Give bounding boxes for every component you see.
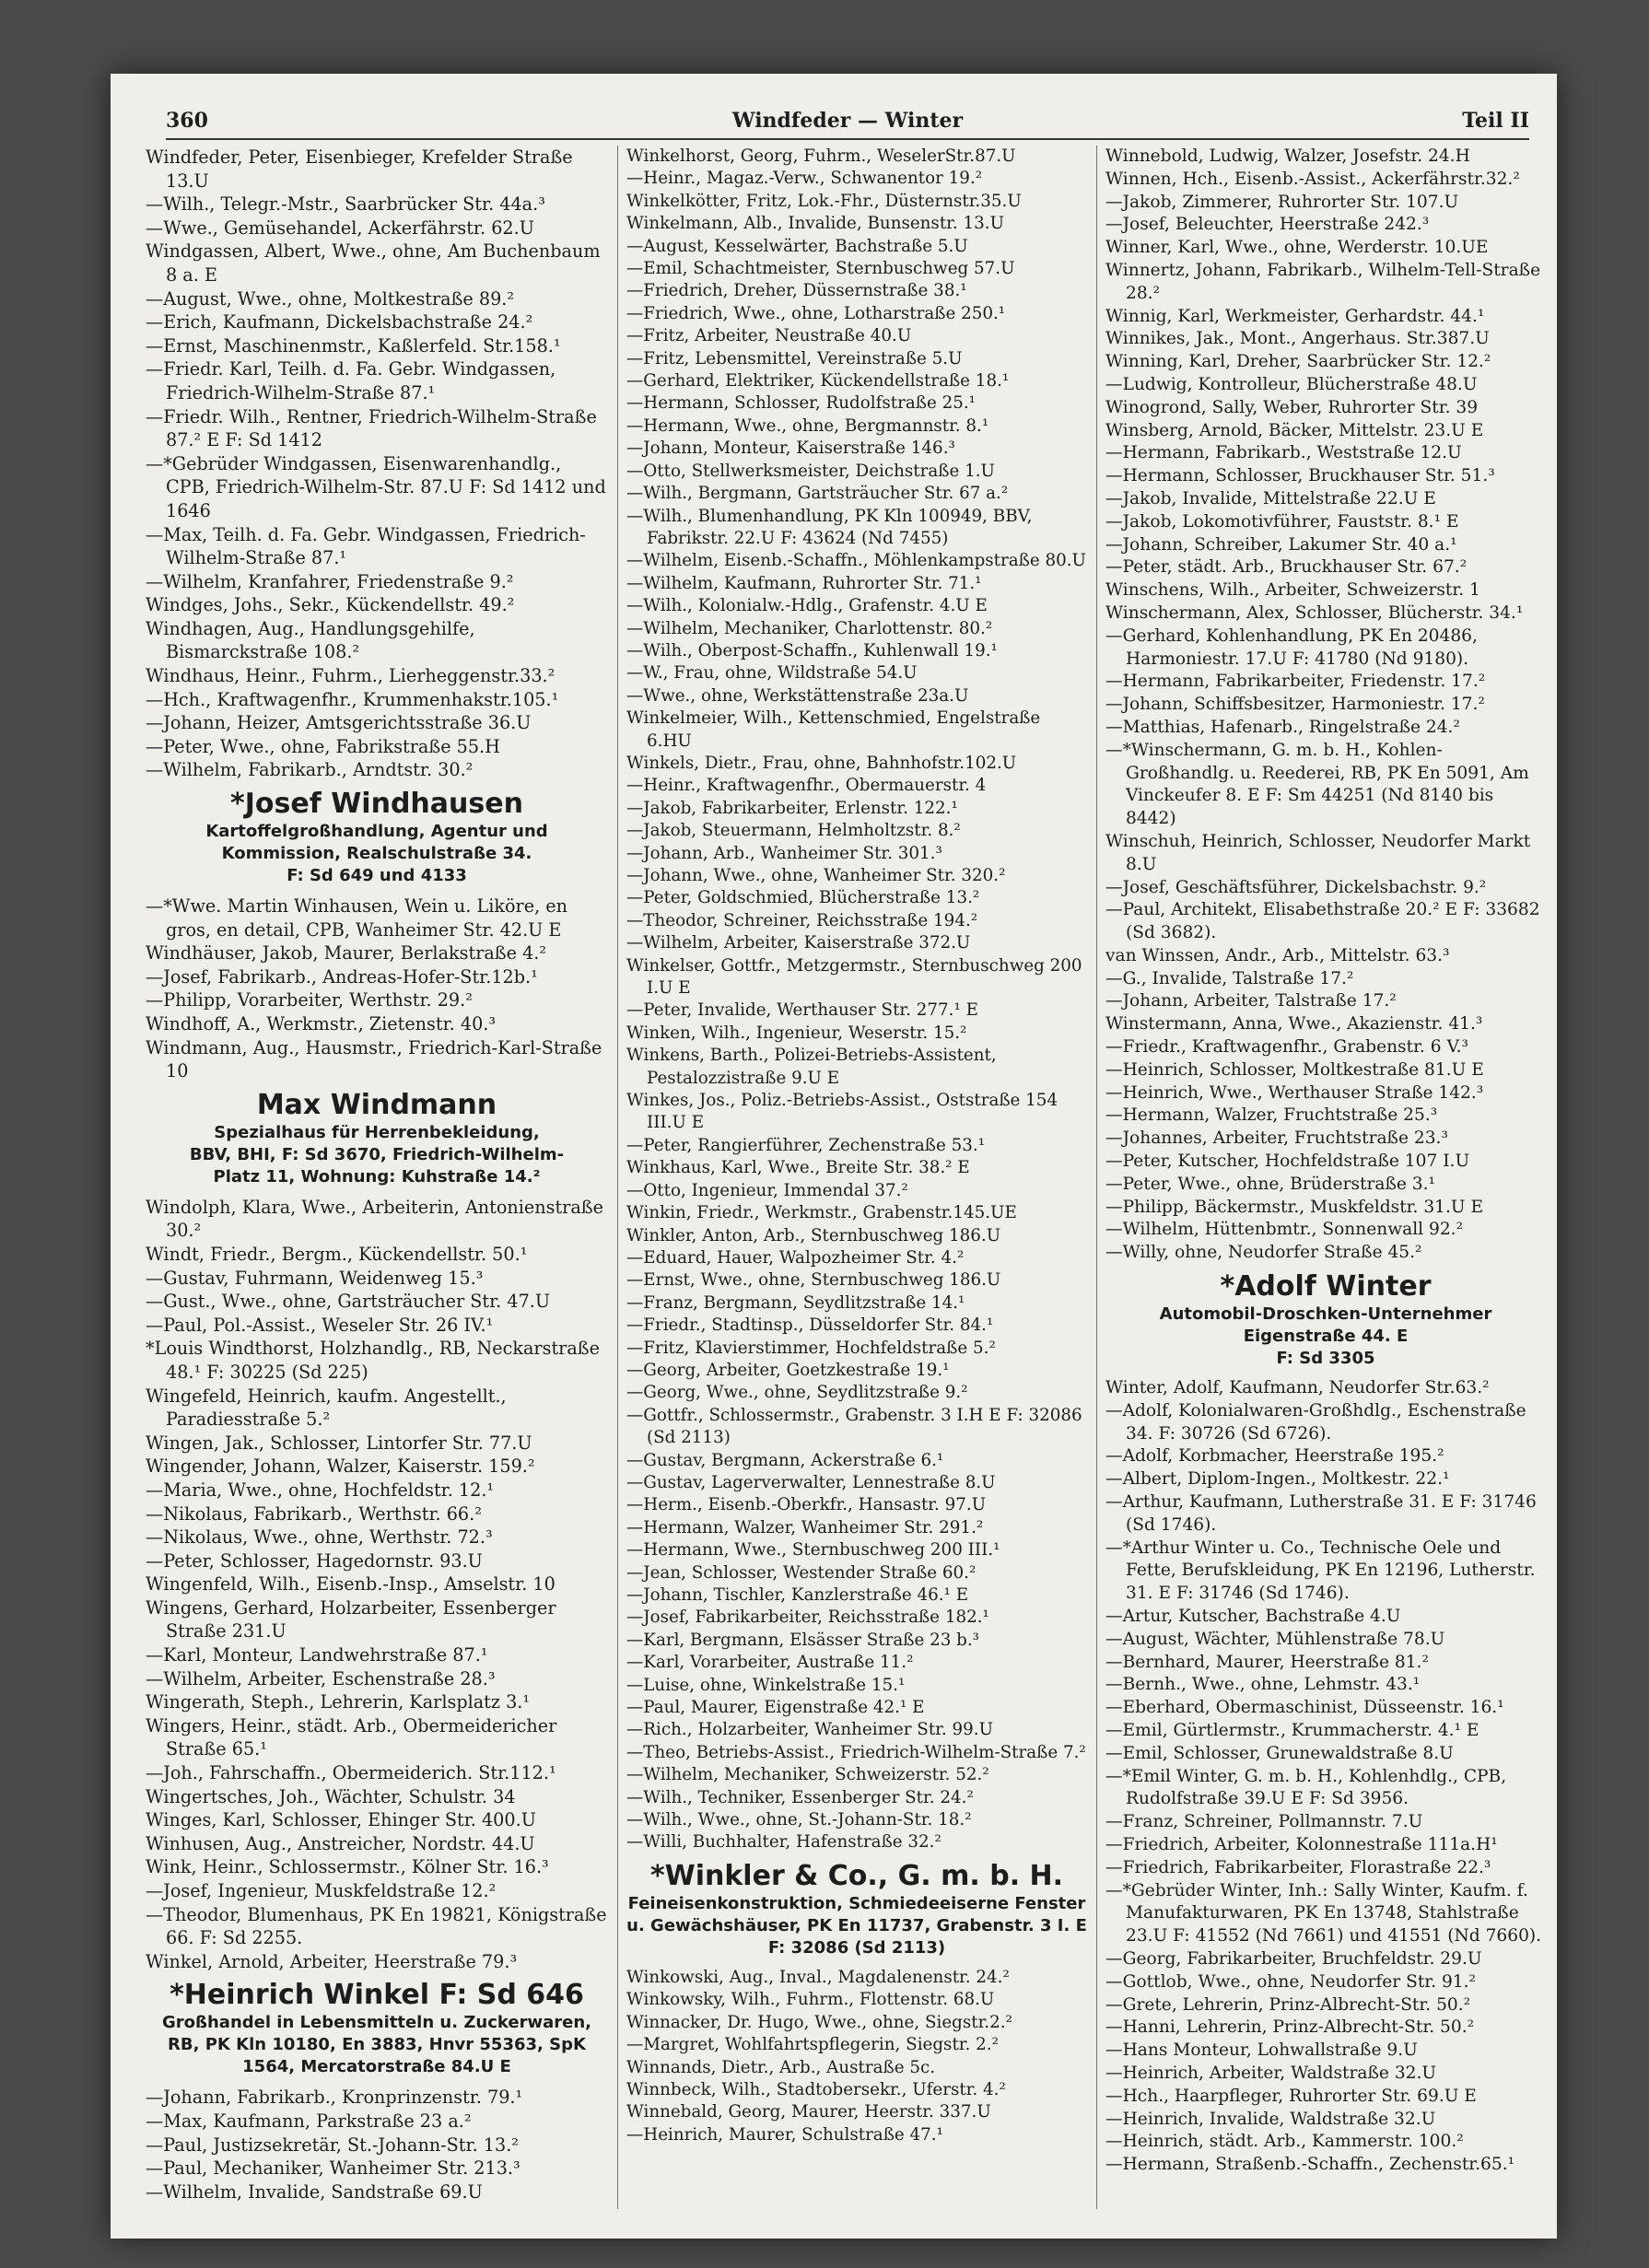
directory-entry: —Gerhard, Kohlenhandlung, PK En 20486, Harmoniestr. 17.U F: 41780 (Nd 9180). <box>1105 625 1478 669</box>
advertisement-name: *Adolf Winter <box>1220 1270 1432 1304</box>
directory-entry: —Wilh., Bergmann, Gartsträucher Str. 67 a.² <box>626 484 1009 504</box>
directory-entry: Winnertz, Johann, Fabrikarb., Wilhelm-Tell-Straße 28.² <box>1105 260 1541 303</box>
directory-entry: —Josef, Fabrikarbeiter, Reichsstraße 182.¹ <box>626 1607 989 1628</box>
directory-entry: Windolph, Klara, Wwe., Arbeiterin, Antonienstraße 30.² <box>146 1196 603 1242</box>
directory-entry: —Jakob, Zimmerer, Ruhrorter Str. 107.U <box>1105 192 1459 212</box>
directory-entry: Winnig, Karl, Werkmeister, Gerhardstr. 44.¹ <box>1105 306 1485 326</box>
directory-entry: —Philipp, Vorarbeiter, Werthstr. 29.² <box>146 989 473 1011</box>
directory-entry: —Adolf, Kolonialwaren-Großhdlg., Eschenstraße 34. F: 30726 (Sd 6726). <box>1105 1400 1526 1444</box>
directory-entry: —*Arthur Winter u. Co., Technische Oele und Fette, Berufskleidung, PK En 12196, Lutherstr. 31. E F: 31746 (Sd 1746). <box>1105 1537 1536 1604</box>
directory-entry: Wingertsches, Joh., Wächter, Schulstr. 34 <box>146 1785 516 1807</box>
directory-entry: Winstermann, Anna, Wwe., Akazienstr. 41.³ <box>1105 1014 1483 1035</box>
directory-entry: Winschens, Wilh., Arbeiter, Schweizerstr. 1 <box>1105 580 1480 601</box>
advertisement-text: Spezialhaus für Herrenbekleidung, <box>214 1122 540 1142</box>
page-number: 360 <box>166 109 208 133</box>
directory-entry: —Peter, städt. Arb., Bruckhauser Str. 67.² <box>1105 557 1468 578</box>
directory-entry: —Friedrich, Dreher, Düssernstraße 38.¹ <box>626 281 967 301</box>
directory-entry: Winkens, Barth., Polizei-Betriebs-Assistent, Pestalozzistraße 9.U E <box>626 1046 997 1088</box>
directory-entry: Winkin, Friedr., Werkmstr., Grabenstr.145.UE <box>626 1203 1017 1223</box>
directory-column-2 <box>626 146 1087 2209</box>
directory-entry: —Heinrich, Wwe., Werthauser Straße 142.³ <box>1105 1082 1484 1103</box>
directory-entry: —Gerhard, Elektriker, Kückendellstraße 18.¹ <box>626 371 1010 392</box>
directory-entry: —Friedr., Kraftwagenfhr., Grabenstr. 6 V.³ <box>1105 1037 1469 1058</box>
column-divider <box>617 146 618 2209</box>
directory-entry: Winner, Karl, Wwe., ohne, Werderstr. 10.UE <box>1105 238 1489 258</box>
directory-entry: —Emil, Gürtlermstr., Krummacherstr. 4.¹ E <box>1105 1721 1479 1740</box>
directory-entry: Winning, Karl, Dreher, Saarbrücker Str. 12.² <box>1105 352 1491 372</box>
directory-entry: Winnebold, Ludwig, Walzer, Josefstr. 24.H <box>1105 146 1470 166</box>
directory-entry: Wingenfeld, Wilh., Eisenb.-Insp., Amselstr. 10 <box>146 1573 556 1596</box>
directory-entry: Winhusen, Aug., Anstreicher, Nordstr. 44.U <box>146 1832 535 1854</box>
directory-entry: —Josef, Geschäftsführer, Dickelsbachstr. 9.² <box>1105 877 1487 897</box>
directory-entry: —Peter, Wwe., ohne, Brüderstraße 3.¹ <box>1105 1174 1435 1194</box>
directory-entry: —Peter, Goldschmied, Blücherstraße 13.² <box>626 888 980 908</box>
directory-entry: Winnbeck, Wilh., Stadtobersekr., Uferstr. 4.² <box>626 2079 1006 2099</box>
directory-entry: van Winssen, Andr., Arb., Mittelstr. 63.³ <box>1105 945 1450 965</box>
running-title: Windfeder — Winter <box>731 109 964 133</box>
directory-entry: —Gustav, Lagerverwalter, Lennestraße 8.U <box>626 1472 996 1492</box>
directory-entry: Winkhaus, Karl, Wwe., Breite Str. 38.² E <box>626 1158 970 1178</box>
column-divider <box>1096 146 1097 2209</box>
directory-entry: —Paul, Pol.-Assist., Weseler Str. 26 IV.¹ <box>146 1314 494 1336</box>
directory-entry: —W., Frau, ohne, Wildstraße 54.U <box>626 663 918 684</box>
advertisement-text: Platz 11, Wohnung: Kuhstraße 14.² <box>213 1166 541 1187</box>
directory-entry: Windmann, Aug., Hausmstr., Friedrich-Karl-Straße 10 <box>146 1036 602 1082</box>
directory-entry: —Jakob, Steuermann, Helmholtzstr. 8.² <box>626 821 961 841</box>
directory-entry: —Hch., Haarpfleger, Ruhrorter Str. 69.U E <box>1105 2086 1477 2106</box>
advertisement-block <box>146 1979 608 2078</box>
advertisement-text: Feineisenkonstruktion, Schmiedeeiserne Fenster u. Gewächshäuser, PK En 11737, Grabenstr. 3 I. E F: 32086 (Sd 2113) <box>626 1893 1087 1958</box>
directory-entry: —Wilh., Kolonialw.-Hdlg., Grafenstr. 4.U E <box>626 596 988 616</box>
directory-entry: —Wilhelm, Kaufmann, Ruhrorter Str. 71.¹ <box>626 573 982 593</box>
directory-entry: —Georg, Fabrikarbeiter, Bruchfeldstr. 29.U <box>1105 1948 1482 1969</box>
directory-entry: Winken, Wilh., Ingenieur, Weserstr. 15.² <box>626 1023 967 1043</box>
directory-entry: —Jakob, Fabrikarbeiter, Erlenstr. 122.¹ <box>626 798 958 818</box>
directory-entry: —Wilhelm, Kranfahrer, Friedenstraße 9.² <box>146 570 514 592</box>
advertisement-text: Kommission, Realschulstraße 34. <box>221 844 532 864</box>
directory-entry: —Friedrich, Fabrikarbeiter, Florastraße 22.³ <box>1105 1857 1491 1877</box>
advertisement-text: Kartoffelgroßhandlung, Agentur und <box>205 822 548 842</box>
directory-page <box>111 74 1557 2239</box>
directory-entry: —Ernst, Wwe., ohne, Sternbuschweg 186.U <box>626 1270 1001 1291</box>
directory-entry: Winschermann, Alex, Schlosser, Blücherstr. 34.¹ <box>1105 602 1524 623</box>
directory-entry: —Fritz, Lebensmittel, Vereinstraße 5.U <box>626 348 963 368</box>
directory-column-3 <box>1105 146 1546 2209</box>
directory-entry: —Wilhelm, Eisenb.-Schaffn., Möhlenkampstraße 80.U <box>626 551 1086 571</box>
directory-entry: —Hermann, Fabrikarbeiter, Friedenstr. 17.² <box>1105 672 1486 692</box>
directory-entry: —Friedr., Stadtinsp., Düsseldorfer Str. 84.¹ <box>626 1315 994 1336</box>
directory-entry: —Fritz, Klavierstimmer, Hochfeldstraße 5.² <box>626 1338 996 1358</box>
directory-entry: Windhäuser, Jakob, Maurer, Berlakstraße 4.² <box>146 942 547 964</box>
advertisement-name: *Winkler & Co., G. m. b. H. <box>649 1859 1064 1892</box>
directory-entry: Winkelkötter, Fritz, Lok.-Fhr., Düsternstr.35.U <box>626 191 1022 211</box>
directory-entry: —Wwe., Gemüsehandel, Ackerfährstr. 62.U <box>146 216 534 239</box>
directory-entry: —Johann, Fabrikarb., Kronprinzenstr. 79.¹ <box>146 2087 523 2109</box>
directory-entry: Winsberg, Arnold, Bäcker, Mittelstr. 23.U E <box>1105 420 1484 440</box>
directory-entry: —Karl, Bergmann, Elsässer Straße 23 b.³ <box>626 1630 980 1650</box>
directory-entry: —Johann, Arb., Wanheimer Str. 301.³ <box>626 843 942 863</box>
directory-entry: —Friedrich, Wwe., ohne, Lotharstraße 250.¹ <box>626 303 1006 323</box>
directory-entry: —Gustav, Fuhrmann, Weidenweg 15.³ <box>146 1267 484 1289</box>
page-header <box>166 101 1529 140</box>
directory-entry: Winter, Adolf, Kaufmann, Neudorfer Str.63.² <box>1105 1378 1490 1398</box>
directory-entry: Winges, Karl, Schlosser, Ehinger Str. 400.U <box>146 1809 536 1831</box>
directory-entry: —Ernst, Maschinenmstr., Kaßlerfeld. Str.158.¹ <box>146 334 561 357</box>
directory-entry: —Friedrich, Arbeiter, Kolonnestraße 111a.H¹ <box>1105 1834 1498 1854</box>
directory-entry: Windt, Friedr., Bergm., Kückendellstr. 50.¹ <box>146 1243 528 1265</box>
directory-entry: Winkelser, Gottfr., Metzgermstr., Sternbuschweg 200 I.U E <box>626 955 1082 999</box>
directory-entry: —Herm., Eisenb.-Oberkfr., Hansastr. 97.U <box>626 1495 987 1515</box>
directory-entry: Winogrond, Sally, Weber, Ruhrorter Str. 39 <box>1105 397 1479 417</box>
directory-entry: —Hermann, Schlosser, Bruckhauser Str. 51.³ <box>1105 466 1495 486</box>
directory-entry: —Erich, Kaufmann, Dickelsbachstraße 24.² <box>146 311 533 333</box>
directory-entry: —Wilh., Techniker, Essenberger Str. 24.² <box>626 1787 974 1807</box>
directory-entry: Winkowski, Aug., Inval., Magdalenenstr. 24.² <box>626 1967 1010 1987</box>
directory-entry: —Gottfr., Schlossermstr., Grabenstr. 3 I.H E F: 32086 (Sd 2113) <box>626 1405 1082 1448</box>
directory-entry: —Peter, Kutscher, Hochfeldstraße 107 I.U <box>1105 1152 1470 1172</box>
directory-entry: —Karl, Monteur, Landwehrstraße 87.¹ <box>146 1644 488 1666</box>
directory-entry: —Paul, Architekt, Elisabethstraße 20.² E F: 33682 (Sd 3682). <box>1105 900 1540 943</box>
directory-entry: Wingen, Jak., Schlosser, Lintorfer Str. 77.U <box>146 1432 532 1454</box>
directory-entry: —August, Kesselwärter, Bachstraße 5.U <box>626 236 968 256</box>
directory-entry: —Luise, ohne, Winkelstraße 15.¹ <box>626 1675 906 1695</box>
directory-entry: —Wwe., ohne, Werkstättenstraße 23a.U <box>626 685 969 706</box>
directory-entry: —Jean, Schlosser, Westender Straße 60.² <box>626 1562 977 1583</box>
directory-entry: *Louis Windthorst, Holzhandlg., RB, Neckarstraße 48.¹ F: 30225 (Sd 225) <box>146 1338 600 1383</box>
directory-entry: Windhagen, Aug., Handlungsgehilfe, Bismarckstraße 108.² <box>146 617 475 663</box>
directory-entry: —Nikolaus, Wwe., ohne, Werthstr. 72.³ <box>146 1526 493 1549</box>
directory-entry: —Theo, Betriebs-Assist., Friedrich-Wilhelm-Straße 7.² <box>626 1742 1086 1762</box>
advertisement-block <box>626 1860 1087 1959</box>
directory-entry: —Franz, Bergmann, Seydlitzstraße 14.¹ <box>626 1292 965 1313</box>
directory-entry: Wingerath, Steph., Lehrerin, Karlsplatz 3.¹ <box>146 1691 531 1713</box>
advertisement-text: F: Sd 3305 <box>1276 1349 1375 1369</box>
directory-entry: Windgassen, Albert, Wwe., ohne, Am Buchenbaum 8 a. E <box>146 240 601 286</box>
directory-entry: Winnands, Dietr., Arb., Austraße 5c. <box>626 2057 936 2077</box>
directory-entry: Wingers, Heinr., städt. Arb., Obermeidericher Straße 65.¹ <box>146 1714 557 1760</box>
directory-entry: —Heinrich, Arbeiter, Waldstraße 32.U <box>1105 2063 1437 2083</box>
directory-entry: —Paul, Justizsekretär, St.-Johann-Str. 13.² <box>146 2134 519 2156</box>
directory-entry: —Heinrich, Schlosser, Moltkestraße 81.U E <box>1105 1059 1484 1080</box>
directory-entry: —Johann, Schreiber, Lakumer Str. 40 a.¹ <box>1105 534 1457 555</box>
directory-entry: —Paul, Maurer, Eigenstraße 42.¹ E <box>626 1698 925 1718</box>
directory-entry: —Wilh., Blumenhandlung, PK Kln 100949, BBV, Fabrikstr. 22.U F: 43624 (Nd 7455) <box>626 506 1033 548</box>
advertisement-name: *Heinrich Winkel F: Sd 646 <box>170 1979 584 2012</box>
directory-entry: —Gust., Wwe., ohne, Gartsträucher Str. 47.U <box>146 1291 551 1313</box>
directory-entry: —August, Wwe., ohne, Moltkestraße 89.² <box>146 287 515 310</box>
directory-entry: —Paul, Mechaniker, Wanheimer Str. 213.³ <box>146 2157 520 2180</box>
directory-entry: —Peter, Schlosser, Hagedornstr. 93.U <box>146 1549 483 1572</box>
directory-entry: —Theodor, Blumenhaus, PK En 19821, Königstraße 66. F: Sd 2255. <box>146 1903 607 1949</box>
advertisement-name: *Josef Windhausen <box>230 788 523 821</box>
directory-entry: —Johannes, Arbeiter, Fruchtstraße 23.³ <box>1105 1128 1448 1149</box>
directory-entry: —Arthur, Kaufmann, Lutherstraße 31. E F: 31746 (Sd 1746). <box>1105 1492 1537 1535</box>
advertisement-block <box>146 788 608 887</box>
directory-entry: —Josef, Ingenieur, Muskfeldstraße 12.² <box>146 1880 497 1901</box>
directory-entry: —Margret, Wohlfahrtspflegerin, Siegstr. 2.² <box>626 2035 999 2055</box>
directory-entry: —Hermann, Wwe., ohne, Bergmannstr. 8.¹ <box>626 415 989 436</box>
directory-entry: —*Gebrüder Windgassen, Eisenwarenhandlg., CPB, Friedrich-Wilhelm-Str. 87.U F: Sd 1412 und 1646 <box>146 452 606 521</box>
directory-entry: —Johann, Heizer, Amtsgerichtsstraße 36.U <box>146 712 532 734</box>
directory-entry: —Heinrich, Maurer, Schulstraße 47.¹ <box>626 2124 943 2145</box>
directory-entry: —Gustav, Bergmann, Ackerstraße 6.¹ <box>626 1450 944 1470</box>
directory-entry: Wingender, Johann, Walzer, Kaiserstr. 159.² <box>146 1455 535 1478</box>
directory-entry: —Georg, Arbeiter, Goetzkestraße 19.¹ <box>626 1360 950 1380</box>
directory-entry: —*Emil Winter, G. m. b. H., Kohlenhdlg., CPB, Rudolfstraße 39.U E F: Sd 3956. <box>1105 1766 1507 1809</box>
directory-entry: —Bernh., Wwe., ohne, Lehmstr. 43.¹ <box>1105 1675 1421 1695</box>
directory-entry: Winnen, Hch., Eisenb.-Assist., Ackerfährstr.32.² <box>1105 169 1520 189</box>
directory-entry: —Hermann, Schlosser, Rudolfstraße 25.¹ <box>626 393 976 414</box>
directory-entry: —Wilhelm, Invalide, Sandstraße 69.U <box>146 2180 483 2203</box>
directory-entry: Wink, Heinr., Schlossermstr., Kölner Str. 16.³ <box>146 1856 549 1878</box>
directory-entry: —Hch., Kraftwagenfhr., Krummenhakstr.105.¹ <box>146 688 559 710</box>
directory-entry: —Albert, Diplom-Ingen., Moltkestr. 22.¹ <box>1105 1469 1450 1490</box>
directory-entry: —Emil, Schlosser, Grunewaldstraße 8.U <box>1105 1743 1454 1763</box>
directory-entry: Windfeder, Peter, Eisenbieger, Krefelder Straße 13.U <box>146 146 573 192</box>
directory-entry: —Wilh., Wwe., ohne, St.-Johann-Str. 18.² <box>626 1810 972 1830</box>
directory-entry: —Johann, Tischler, Kanzlerstraße 46.¹ E <box>626 1585 969 1605</box>
directory-entry: —Grete, Lehrerin, Prinz-Albrecht-Str. 50.² <box>1105 1994 1471 2015</box>
directory-entry: —Matthias, Hafenarb., Ringelstraße 24.² <box>1105 717 1460 737</box>
directory-entry: Wingens, Gerhard, Holzarbeiter, Essenberger Straße 231.U <box>146 1596 556 1643</box>
directory-entry: —Wilhelm, Mechaniker, Charlottenstr. 80.² <box>626 618 993 638</box>
directory-entry: —August, Wächter, Mühlenstraße 78.U <box>1105 1629 1445 1649</box>
directory-entry: Winkel, Arnold, Arbeiter, Heerstraße 79.³ <box>146 1950 518 1972</box>
directory-entry: —Heinr., Kraftwagenfhr., Obermauerstr. 4 <box>626 776 987 796</box>
directory-entry: —Willi, Buchhalter, Hafenstraße 32.² <box>626 1832 941 1853</box>
directory-entry: —Eduard, Hauer, Walpozheimer Str. 4.² <box>626 1247 965 1268</box>
directory-entry: —Artur, Kutscher, Bachstraße 4.U <box>1105 1607 1401 1627</box>
directory-entry: —Rich., Holzarbeiter, Wanheimer Str. 99.U <box>626 1720 994 1740</box>
directory-entry: —Johann, Wwe., ohne, Wanheimer Str. 320.² <box>626 866 1006 885</box>
directory-entry: —Hermann, Walzer, Wanheimer Str. 291.² <box>626 1517 984 1537</box>
directory-entry: —Joh., Fahrschaffn., Obermeiderich. Str.112.¹ <box>146 1762 556 1784</box>
directory-entry: —*Gebrüder Winter, Inh.: Sally Winter, Kaufm. f. Manufakturwaren, PK En 13748, Stahlstraße 23.U F: 41552 (Nd 7661) und 41551 (Nd 7660). <box>1105 1880 1542 1947</box>
directory-entry: —Eberhard, Obermaschinist, Düsseenstr. 16.¹ <box>1105 1698 1504 1718</box>
directory-entry: —Johann, Arbeiter, Talstraße 17.² <box>1105 991 1397 1011</box>
advertisement-name: Max Windmann <box>256 1088 497 1121</box>
section-label: Teil II <box>1462 109 1529 133</box>
directory-entry: —Jakob, Invalide, Mittelstraße 22.U E <box>1105 488 1436 509</box>
directory-entry: —Nikolaus, Fabrikarb., Werthstr. 66.² <box>146 1502 482 1525</box>
directory-entry: —Philipp, Bäckermstr., Muskfeldstr. 31.U E <box>1105 1197 1484 1217</box>
advertisement-block <box>146 1089 608 1188</box>
directory-entry: —Peter, Rangierführer, Zechenstraße 53.¹ <box>626 1135 986 1155</box>
directory-entry: —Wilhelm, Hüttenbmtr., Sonnenwall 92.² <box>1105 1220 1464 1240</box>
advertisement-text: Großhandel in Lebensmitteln u. Zuckerwaren, RB, PK Kln 10180, En 3883, Hnvr 55363, SpK 1564, Mercatorstraße 84.U E <box>162 2013 591 2077</box>
directory-entry: —Max, Kaufmann, Parkstraße 23 a.² <box>146 2110 472 2132</box>
directory-entry: Winnebald, Georg, Maurer, Heerstr. 337.U <box>626 2102 991 2122</box>
directory-entry: —Otto, Ingenieur, Immendal 37.² <box>626 1180 908 1200</box>
directory-entry: —Otto, Stellwerksmeister, Deichstraße 1.U <box>626 461 995 481</box>
advertisement-block <box>1105 1270 1546 1370</box>
directory-entry: —*Winschermann, G. m. b. H., Kohlen-Großhandlg. u. Reederei, RB, PK En 5091, Am Vinckeufer 8. E F: Sm 44251 (Nd 8140 bis 8442) <box>1105 740 1529 829</box>
directory-entry: —Johann, Schiffsbesitzer, Harmoniestr. 17.² <box>1105 695 1485 715</box>
directory-entry: —Hans Monteur, Lohwallstraße 9.U <box>1105 2040 1418 2061</box>
directory-column-1 <box>146 146 608 2209</box>
directory-entry: —Bernhard, Maurer, Heerstraße 81.² <box>1105 1652 1429 1672</box>
directory-entry: Windhoff, A., Werkmstr., Zietenstr. 40.³ <box>146 1013 497 1035</box>
directory-entry: —Ludwig, Kontrolleur, Blücherstraße 48.U <box>1105 374 1478 394</box>
directory-entry: —Wilh., Oberpost-Schaffn., Kuhlenwall 19.¹ <box>626 640 998 661</box>
directory-entry: —Maria, Wwe., ohne, Hochfeldstr. 12.¹ <box>146 1479 495 1501</box>
directory-entry: —Karl, Vorarbeiter, Austraße 11.² <box>626 1653 914 1673</box>
directory-entry: —Willy, ohne, Neudorfer Straße 45.² <box>1105 1243 1422 1263</box>
directory-entry: Winnikes, Jak., Mont., Angerhaus. Str.387.U <box>1105 329 1490 349</box>
directory-entry: —Georg, Wwe., ohne, Seydlitzstraße 9.² <box>626 1383 968 1403</box>
directory-entry: Winkowsky, Wilh., Fuhrm., Flottenstr. 68.U <box>626 1990 995 2010</box>
directory-entry: —Wilh., Telegr.-Mstr., Saarbrücker Str. 44a.³ <box>146 193 545 216</box>
directory-entry: —Adolf, Korbmacher, Heerstraße 195.² <box>1105 1446 1444 1467</box>
directory-entry: —Heinrich, Invalide, Waldstraße 32.U <box>1105 2109 1436 2129</box>
directory-entry: —Heinrich, städt. Arb., Kammerstr. 100.² <box>1105 2132 1464 2152</box>
directory-entry: —Heinr., Magaz.-Verw., Schwanentor 19.² <box>626 169 983 189</box>
directory-entry: —Wilhelm, Arbeiter, Kaiserstraße 372.U <box>626 933 971 953</box>
directory-entry: —Friedr. Karl, Teilh. d. Fa. Gebr. Windgassen, Friedrich-Wilhelm-Straße 87.¹ <box>146 358 556 403</box>
directory-entry: Wingefeld, Heinrich, kaufm. Angestellt., Paradiesstraße 5.² <box>146 1385 507 1431</box>
directory-entry: —Franz, Schreiner, Pollmannstr. 7.U <box>1105 1812 1423 1832</box>
directory-entry: —Peter, Invalide, Werthauser Str. 277.¹ E <box>626 1000 978 1021</box>
directory-entry: Winkelhorst, Georg, Fuhrm., WeselerStr.87.U <box>626 146 1016 166</box>
directory-entry: —Wilhelm, Fabrikarb., Arndtstr. 30.² <box>146 759 474 781</box>
directory-entry: —G., Invalide, Talstraße 17.² <box>1105 968 1354 988</box>
directory-entry: —Josef, Fabrikarb., Andreas-Hofer-Str.12b.¹ <box>146 965 538 988</box>
directory-entry: —Wilhelm, Mechaniker, Schweizerstr. 52.² <box>626 1765 989 1785</box>
directory-entry: —Jakob, Lokomotivführer, Fauststr. 8.¹ E <box>1105 511 1459 532</box>
directory-entry: —Hanni, Lehrerin, Prinz-Albrecht-Str. 50.² <box>1105 2017 1475 2038</box>
directory-entry: —Theodor, Schreiner, Reichsstraße 194.² <box>626 910 978 930</box>
directory-entry: Winkes, Jos., Poliz.-Betriebs-Assist., Oststraße 154 III.U E <box>626 1091 1058 1133</box>
directory-entry: —Max, Teilh. d. Fa. Gebr. Windgassen, Friedrich-Wilhelm-Straße 87.¹ <box>146 523 586 569</box>
directory-entry: Windhaus, Heinr., Fuhrm., Lierheggenstr.33.² <box>146 665 556 687</box>
directory-entry: Windges, Johs., Sekr., Kückendellstr. 49.² <box>146 594 515 616</box>
advertisement-text: BBV, BHI, F: Sd 3670, Friedrich-Wilhelm- <box>189 1144 565 1164</box>
directory-entry: Winnacker, Dr. Hugo, Wwe., ohne, Siegstr.2.² <box>626 2012 1012 2032</box>
directory-entry: —Wilhelm, Arbeiter, Eschenstraße 28.³ <box>146 1667 496 1689</box>
directory-entry: —Hermann, Fabrikarb., Weststraße 12.U <box>1105 443 1462 463</box>
directory-entry: —Gottlob, Wwe., ohne, Neudorfer Str. 91.² <box>1105 1971 1476 1992</box>
directory-entry: —Josef, Beleuchter, Heerstraße 242.³ <box>1105 215 1430 235</box>
advertisement-text: F: Sd 649 und 4133 <box>287 866 467 886</box>
directory-entry: —Peter, Wwe., ohne, Fabrikstraße 55.H <box>146 735 500 757</box>
directory-entry: —Friedr. Wilh., Rentner, Friedrich-Wilhelm-Straße 87.² E F: Sd 1412 <box>146 405 597 451</box>
directory-entry: —Johann, Monteur, Kaiserstraße 146.³ <box>626 438 955 459</box>
directory-entry: Winkler, Anton, Arb., Sternbuschweg 186.U <box>626 1225 1001 1245</box>
directory-entry: —Hermann, Walzer, Fruchtstraße 25.³ <box>1105 1105 1438 1126</box>
directory-entry: —Hermann, Wwe., Sternbuschweg 200 III.¹ <box>626 1540 1000 1561</box>
directory-entry: Winschuh, Heinrich, Schlosser, Neudorfer Markt 8.U <box>1105 831 1531 874</box>
directory-entry: —Fritz, Arbeiter, Neustraße 40.U <box>626 326 912 346</box>
advertisement-text: Automobil-Droschken-Unternehmer <box>1159 1304 1492 1325</box>
directory-entry: —Emil, Schachtmeister, Sternbuschweg 57.U <box>626 259 1015 279</box>
advertisement-text: Eigenstraße 44. E <box>1243 1327 1409 1347</box>
directory-entry: —Hermann, Straßenb.-Schaffn., Zechenstr.65.¹ <box>1105 2155 1515 2175</box>
directory-entry: Winkels, Dietr., Frau, ohne, Bahnhofstr.102.U <box>626 753 1017 773</box>
directory-entry: —*Wwe. Martin Winhausen, Wein u. Liköre, en gros, en detail, CPB, Wanheimer Str. 42.U E <box>146 895 567 941</box>
directory-entry: Winkelmann, Alb., Invalide, Bunsenstr. 13.U <box>626 214 1004 234</box>
directory-entry: Winkelmeier, Wilh., Kettenschmied, Engelstraße 6.HU <box>626 708 1041 751</box>
